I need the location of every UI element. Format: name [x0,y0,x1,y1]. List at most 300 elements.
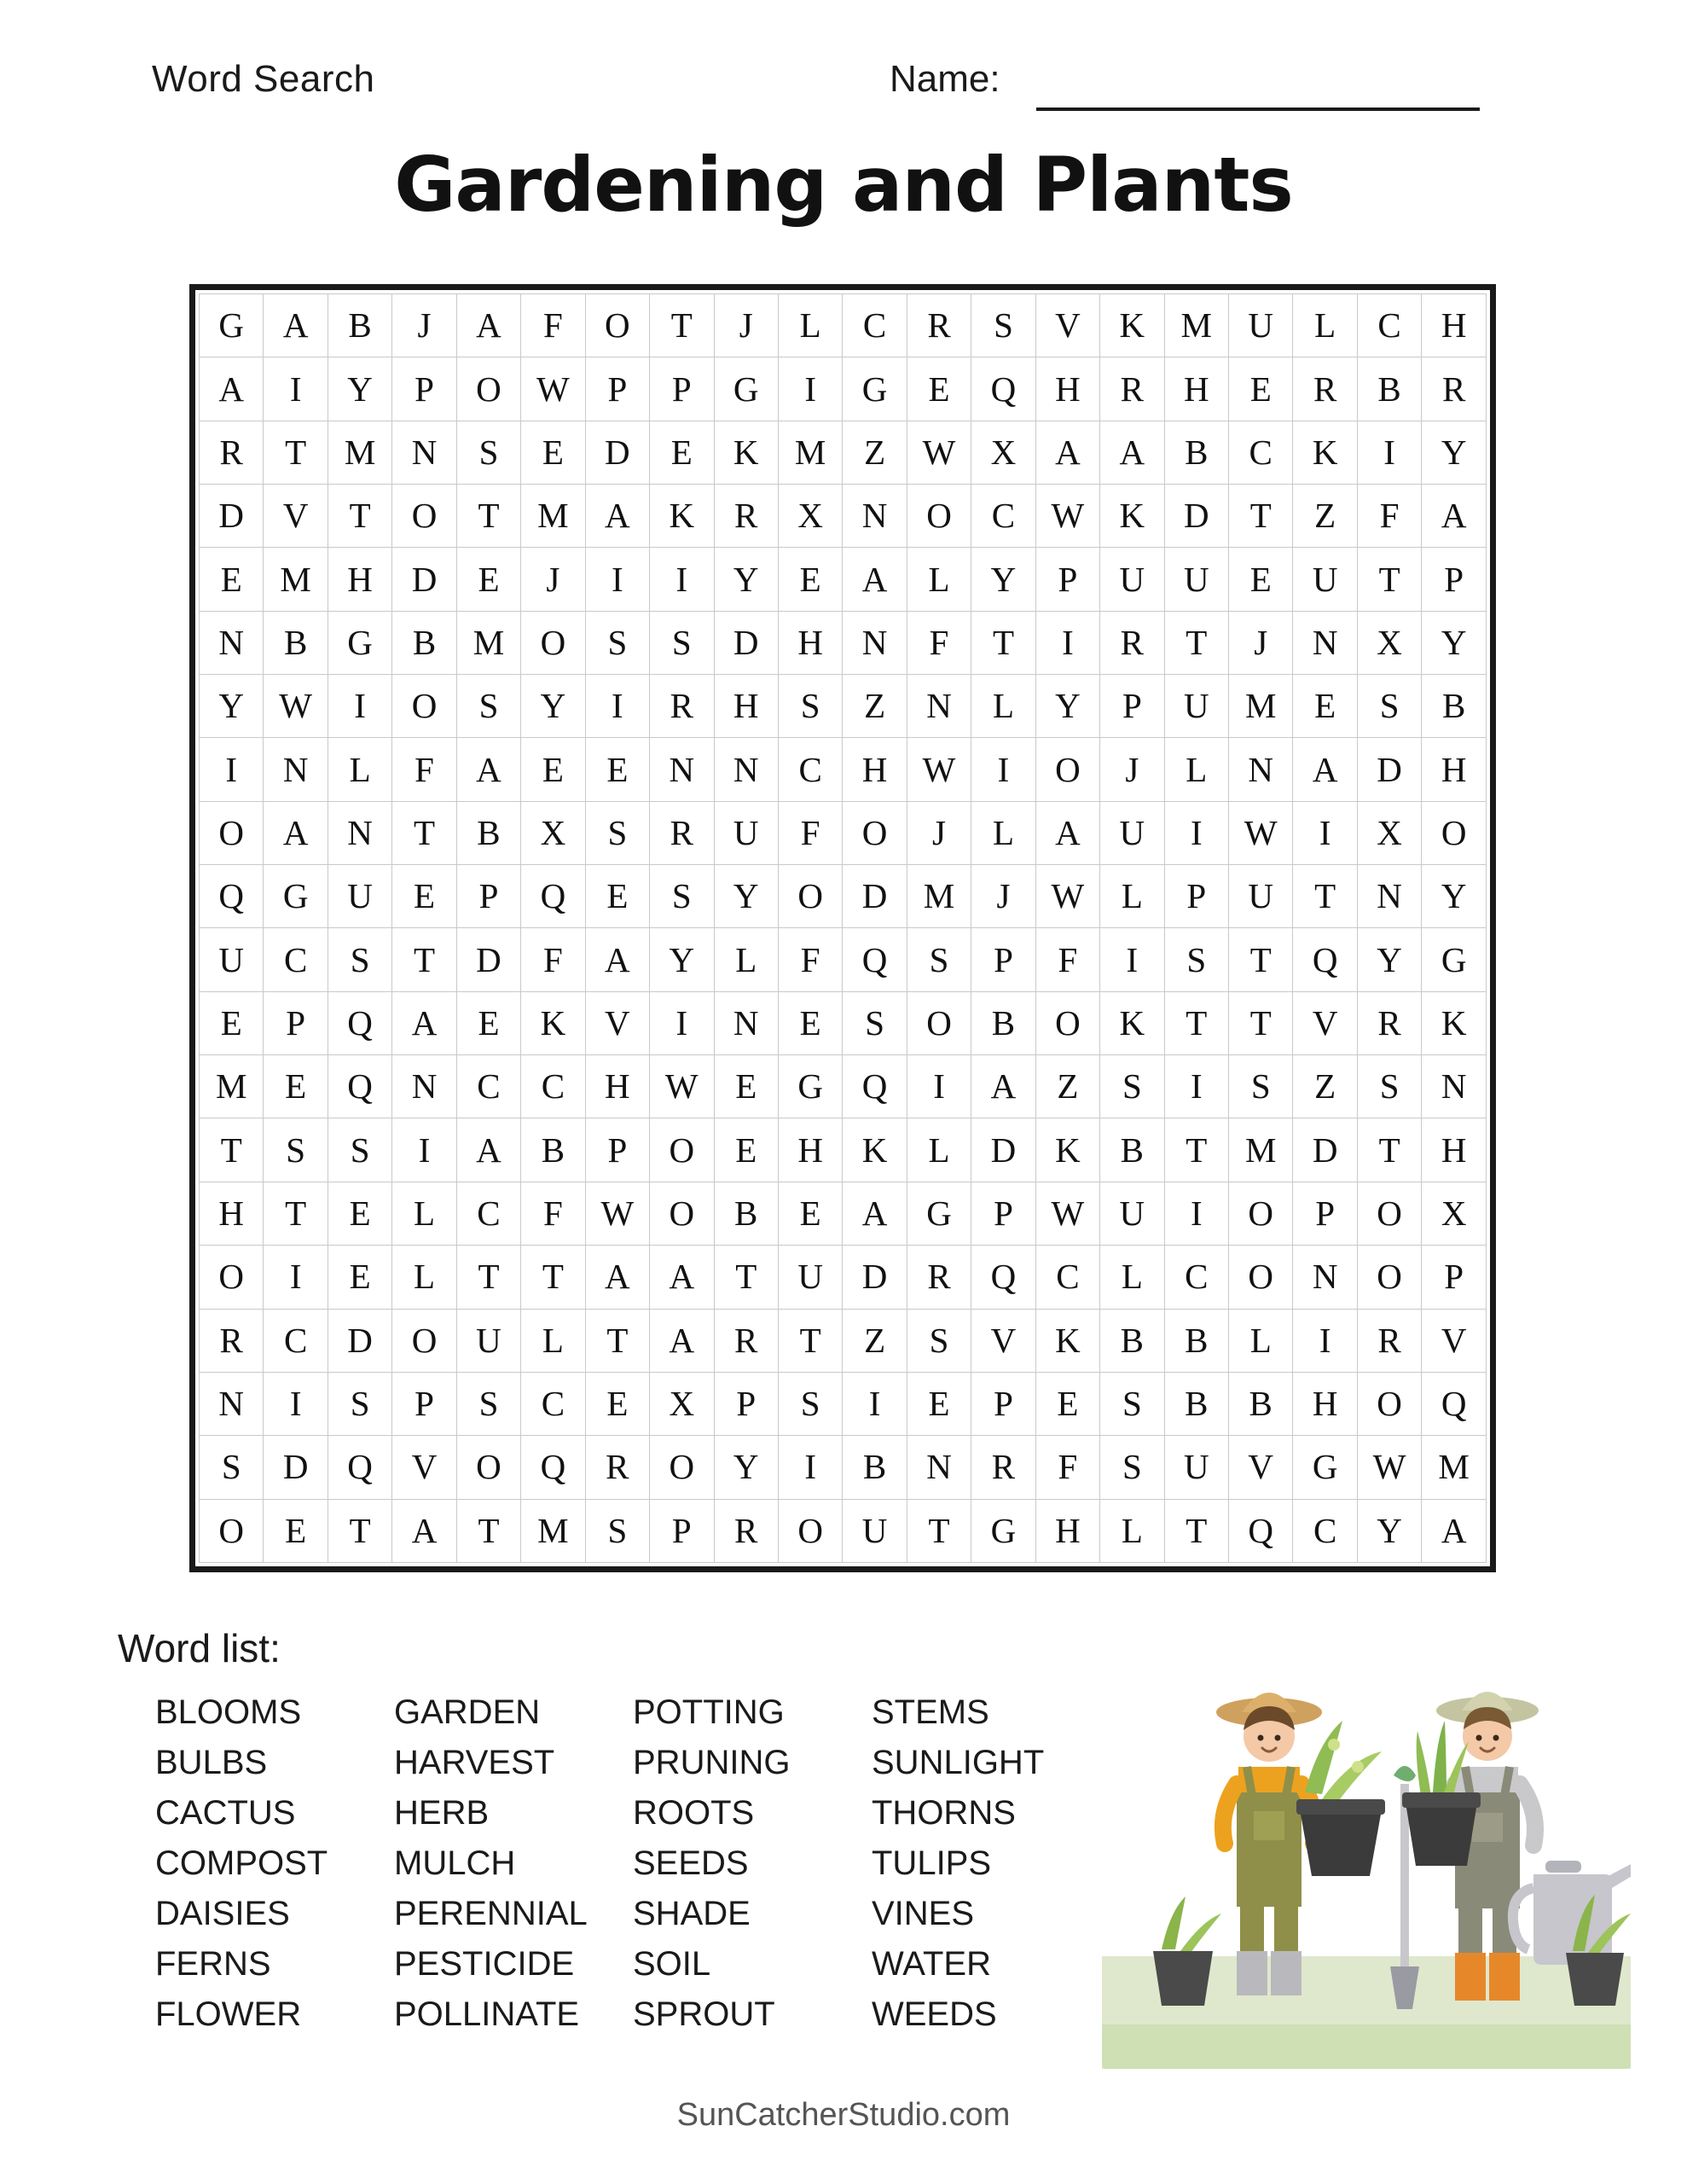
word-list-item[interactable]: FLOWER [155,1995,302,2033]
grid-cell[interactable]: I [843,1372,907,1435]
grid-cell[interactable]: R [714,1309,778,1372]
grid-cell[interactable]: T [1164,991,1228,1054]
grid-cell[interactable]: F [1035,1436,1099,1499]
grid-cell[interactable]: A [1422,485,1487,548]
word-list-item[interactable]: DAISIES [155,1895,290,1932]
grid-cell[interactable]: A [1035,421,1099,484]
grid-cell[interactable]: D [328,1309,391,1372]
grid-cell[interactable]: B [1100,1118,1164,1182]
grid-cell[interactable]: R [650,801,714,864]
grid-cell[interactable]: A [1422,1499,1487,1562]
grid-cell[interactable]: E [585,1372,649,1435]
grid-cell[interactable]: H [1422,1118,1487,1182]
grid-cell[interactable]: N [843,485,907,548]
grid-cell[interactable]: D [392,548,456,611]
grid-cell[interactable]: T [907,1499,971,1562]
grid-cell[interactable]: Q [521,865,585,928]
grid-cell[interactable]: S [1357,1055,1421,1118]
grid-cell[interactable]: L [1100,865,1164,928]
grid-cell[interactable]: F [907,611,971,674]
grid-cell[interactable]: P [1422,1246,1487,1309]
grid-cell[interactable]: R [1422,357,1487,421]
grid-cell[interactable]: U [714,801,778,864]
grid-cell[interactable]: G [264,865,328,928]
word-list-item[interactable]: POTTING [633,1693,785,1731]
grid-cell[interactable]: M [778,421,842,484]
grid-cell[interactable]: T [328,485,391,548]
grid-cell[interactable]: O [778,1499,842,1562]
grid-cell[interactable]: Y [1035,675,1099,738]
grid-cell[interactable]: N [907,675,971,738]
grid-cell[interactable]: M [1164,294,1228,357]
grid-cell[interactable]: L [1293,294,1357,357]
grid-cell[interactable]: U [1293,548,1357,611]
grid-cell[interactable]: H [1035,1499,1099,1562]
grid-cell[interactable]: G [1422,928,1487,991]
grid-cell[interactable]: F [521,294,585,357]
grid-cell[interactable]: A [456,294,520,357]
grid-cell[interactable]: A [264,801,328,864]
grid-cell[interactable]: B [1164,1309,1228,1372]
grid-cell[interactable]: N [392,1055,456,1118]
grid-cell[interactable]: Z [843,421,907,484]
grid-cell[interactable]: J [392,294,456,357]
grid-cell[interactable]: U [1100,801,1164,864]
grid-cell[interactable]: S [456,421,520,484]
grid-cell[interactable]: L [907,548,971,611]
grid-cell[interactable]: G [778,1055,842,1118]
grid-cell[interactable]: U [328,865,391,928]
grid-cell[interactable]: E [778,548,842,611]
grid-cell[interactable]: I [778,1436,842,1499]
grid-cell[interactable]: G [907,1182,971,1245]
grid-cell[interactable]: U [1100,1182,1164,1245]
grid-cell[interactable]: T [971,611,1035,674]
word-list-item[interactable]: SEEDS [633,1844,749,1882]
grid-cell[interactable]: N [843,611,907,674]
grid-cell[interactable]: S [778,1372,842,1435]
grid-cell[interactable]: T [521,1246,585,1309]
grid-cell[interactable]: H [1164,357,1228,421]
grid-cell[interactable]: Q [328,1055,391,1118]
grid-cell[interactable]: K [1035,1309,1099,1372]
grid-cell[interactable]: R [1100,611,1164,674]
grid-cell[interactable]: I [585,548,649,611]
grid-cell[interactable]: N [392,421,456,484]
grid-cell[interactable]: A [585,485,649,548]
grid-cell[interactable]: P [650,357,714,421]
grid-cell[interactable]: W [264,675,328,738]
grid-cell[interactable]: E [200,548,264,611]
grid-cell[interactable]: Z [843,675,907,738]
grid-cell[interactable]: U [1229,865,1293,928]
grid-cell[interactable]: S [650,865,714,928]
grid-cell[interactable]: Y [971,548,1035,611]
grid-cell[interactable]: C [778,738,842,801]
grid-cell[interactable]: E [456,991,520,1054]
grid-cell[interactable]: O [1035,738,1099,801]
grid-cell[interactable]: L [1229,1309,1293,1372]
grid-cell[interactable]: O [200,1499,264,1562]
grid-cell[interactable]: D [264,1436,328,1499]
grid-cell[interactable]: U [1164,1436,1228,1499]
grid-cell[interactable]: G [971,1499,1035,1562]
grid-cell[interactable]: D [1293,1118,1357,1182]
grid-cell[interactable]: E [521,421,585,484]
grid-cell[interactable]: O [1229,1246,1293,1309]
grid-cell[interactable]: F [521,928,585,991]
grid-cell[interactable]: A [264,294,328,357]
grid-cell[interactable]: N [200,611,264,674]
word-list-item[interactable]: PERENNIAL [394,1895,588,1932]
grid-cell[interactable]: O [907,485,971,548]
grid-cell[interactable]: J [907,801,971,864]
grid-cell[interactable]: O [1035,991,1099,1054]
grid-cell[interactable]: A [456,738,520,801]
grid-cell[interactable]: E [328,1182,391,1245]
grid-cell[interactable]: W [907,738,971,801]
grid-cell[interactable]: B [1357,357,1421,421]
grid-cell[interactable]: S [456,1372,520,1435]
grid-cell[interactable]: O [650,1118,714,1182]
grid-cell[interactable]: Z [1293,1055,1357,1118]
word-list-item[interactable]: COMPOST [155,1844,328,1882]
grid-cell[interactable]: F [778,801,842,864]
grid-cell[interactable]: A [1100,421,1164,484]
grid-cell[interactable]: T [392,928,456,991]
grid-cell[interactable]: Y [714,548,778,611]
grid-cell[interactable]: P [264,991,328,1054]
grid-cell[interactable]: T [392,801,456,864]
grid-cell[interactable]: L [392,1182,456,1245]
grid-cell[interactable]: T [328,1499,391,1562]
grid-cell[interactable]: I [585,675,649,738]
grid-cell[interactable]: I [264,357,328,421]
grid-cell[interactable]: H [843,738,907,801]
grid-cell[interactable]: D [971,1118,1035,1182]
grid-cell[interactable]: B [264,611,328,674]
grid-cell[interactable]: D [200,485,264,548]
grid-cell[interactable]: S [264,1118,328,1182]
grid-cell[interactable]: Q [843,928,907,991]
grid-cell[interactable]: S [585,801,649,864]
grid-cell[interactable]: B [1229,1372,1293,1435]
grid-cell[interactable]: I [1293,1309,1357,1372]
grid-cell[interactable]: K [1293,421,1357,484]
grid-cell[interactable]: S [1100,1372,1164,1435]
grid-cell[interactable]: A [1293,738,1357,801]
grid-cell[interactable]: S [1229,1055,1293,1118]
grid-cell[interactable]: M [1229,675,1293,738]
grid-cell[interactable]: N [650,738,714,801]
grid-cell[interactable]: V [1422,1309,1487,1372]
grid-cell[interactable]: X [521,801,585,864]
grid-cell[interactable]: G [714,357,778,421]
grid-cell[interactable]: S [200,1436,264,1499]
grid-cell[interactable]: N [714,991,778,1054]
grid-cell[interactable]: E [264,1499,328,1562]
grid-cell[interactable]: N [907,1436,971,1499]
grid-cell[interactable]: G [843,357,907,421]
grid-cell[interactable]: W [1035,485,1099,548]
grid-cell[interactable]: L [1100,1246,1164,1309]
grid-cell[interactable]: S [650,611,714,674]
grid-cell[interactable]: B [971,991,1035,1054]
grid-cell[interactable]: R [200,421,264,484]
grid-cell[interactable]: H [1422,738,1487,801]
grid-cell[interactable]: C [456,1182,520,1245]
grid-cell[interactable]: A [1035,801,1099,864]
grid-cell[interactable]: Q [328,1436,391,1499]
grid-cell[interactable]: E [907,1372,971,1435]
word-list-item[interactable]: MULCH [394,1844,516,1882]
grid-cell[interactable]: T [585,1309,649,1372]
grid-cell[interactable]: U [1229,294,1293,357]
grid-cell[interactable]: P [585,1118,649,1182]
grid-cell[interactable]: E [1229,357,1293,421]
grid-cell[interactable]: E [585,865,649,928]
grid-cell[interactable]: T [714,1246,778,1309]
grid-cell[interactable]: I [907,1055,971,1118]
grid-cell[interactable]: W [1229,801,1293,864]
grid-cell[interactable]: S [971,294,1035,357]
grid-cell[interactable]: O [843,801,907,864]
grid-cell[interactable]: A [392,1499,456,1562]
grid-cell[interactable]: E [328,1246,391,1309]
grid-cell[interactable]: O [907,991,971,1054]
grid-cell[interactable]: E [1293,675,1357,738]
word-list-item[interactable]: THORNS [872,1794,1016,1832]
grid-cell[interactable]: Q [1293,928,1357,991]
grid-cell[interactable]: T [1229,485,1293,548]
grid-cell[interactable]: T [1164,611,1228,674]
grid-cell[interactable]: B [714,1182,778,1245]
grid-cell[interactable]: P [971,928,1035,991]
grid-cell[interactable]: A [650,1246,714,1309]
word-list-item[interactable]: BLOOMS [155,1693,302,1731]
grid-cell[interactable]: P [714,1372,778,1435]
grid-cell[interactable]: K [714,421,778,484]
grid-cell[interactable]: V [585,991,649,1054]
grid-cell[interactable]: U [1164,548,1228,611]
grid-cell[interactable]: R [971,1436,1035,1499]
grid-cell[interactable]: D [843,865,907,928]
grid-cell[interactable]: I [778,357,842,421]
grid-cell[interactable]: E [264,1055,328,1118]
grid-cell[interactable]: O [456,1436,520,1499]
grid-cell[interactable]: N [1357,865,1421,928]
grid-cell[interactable]: U [200,928,264,991]
grid-cell[interactable]: X [971,421,1035,484]
grid-cell[interactable]: N [1293,1246,1357,1309]
grid-cell[interactable]: E [778,991,842,1054]
grid-cell[interactable]: G [1293,1436,1357,1499]
grid-cell[interactable]: S [778,675,842,738]
grid-cell[interactable]: P [1035,548,1099,611]
grid-cell[interactable]: N [200,1372,264,1435]
grid-cell[interactable]: V [264,485,328,548]
grid-cell[interactable]: D [714,611,778,674]
grid-cell[interactable]: E [392,865,456,928]
grid-cell[interactable]: C [521,1372,585,1435]
grid-cell[interactable]: Q [1229,1499,1293,1562]
grid-cell[interactable]: U [778,1246,842,1309]
grid-cell[interactable]: W [521,357,585,421]
grid-cell[interactable]: O [456,357,520,421]
grid-cell[interactable]: I [264,1372,328,1435]
grid-cell[interactable]: M [521,485,585,548]
grid-cell[interactable]: S [1100,1436,1164,1499]
grid-cell[interactable]: J [521,548,585,611]
grid-cell[interactable]: S [1357,675,1421,738]
grid-cell[interactable]: K [1100,485,1164,548]
grid-cell[interactable]: J [714,294,778,357]
grid-cell[interactable]: X [1357,611,1421,674]
grid-cell[interactable]: E [650,421,714,484]
grid-cell[interactable]: E [521,738,585,801]
grid-cell[interactable]: O [650,1182,714,1245]
grid-cell[interactable]: E [1229,548,1293,611]
grid-cell[interactable]: U [843,1499,907,1562]
grid-cell[interactable]: I [1164,1182,1228,1245]
grid-cell[interactable]: U [1100,548,1164,611]
grid-cell[interactable]: H [585,1055,649,1118]
grid-cell[interactable]: M [200,1055,264,1118]
grid-cell[interactable]: M [1229,1118,1293,1182]
grid-cell[interactable]: M [1422,1436,1487,1499]
grid-cell[interactable]: E [456,548,520,611]
grid-cell[interactable]: L [971,801,1035,864]
grid-cell[interactable]: K [1100,294,1164,357]
grid-cell[interactable]: P [1164,865,1228,928]
grid-cell[interactable]: D [585,421,649,484]
word-list-item[interactable]: SOIL [633,1945,711,1983]
grid-cell[interactable]: C [1035,1246,1099,1309]
grid-cell[interactable]: S [907,1309,971,1372]
grid-cell[interactable]: T [1229,991,1293,1054]
grid-cell[interactable]: T [778,1309,842,1372]
grid-cell[interactable]: Y [200,675,264,738]
grid-cell[interactable]: H [714,675,778,738]
grid-cell[interactable]: O [650,1436,714,1499]
grid-cell[interactable]: O [1357,1182,1421,1245]
grid-cell[interactable]: J [1229,611,1293,674]
grid-cell[interactable]: O [200,1246,264,1309]
grid-cell[interactable]: E [200,991,264,1054]
grid-cell[interactable]: S [907,928,971,991]
grid-cell[interactable]: S [1100,1055,1164,1118]
grid-cell[interactable]: T [1293,865,1357,928]
grid-cell[interactable]: W [907,421,971,484]
grid-cell[interactable]: N [714,738,778,801]
grid-cell[interactable]: J [971,865,1035,928]
grid-cell[interactable]: P [1293,1182,1357,1245]
grid-cell[interactable]: Q [521,1436,585,1499]
grid-cell[interactable]: R [714,485,778,548]
grid-cell[interactable]: A [456,1118,520,1182]
grid-cell[interactable]: F [1357,485,1421,548]
word-list-item[interactable]: STEMS [872,1693,989,1731]
grid-cell[interactable]: P [585,357,649,421]
grid-cell[interactable]: M [264,548,328,611]
grid-cell[interactable]: I [650,991,714,1054]
grid-cell[interactable]: X [1357,801,1421,864]
grid-cell[interactable]: R [1293,357,1357,421]
grid-cell[interactable]: A [971,1055,1035,1118]
grid-cell[interactable]: Y [1422,421,1487,484]
grid-cell[interactable]: I [392,1118,456,1182]
grid-cell[interactable]: H [1035,357,1099,421]
grid-cell[interactable]: O [392,675,456,738]
grid-cell[interactable]: L [714,928,778,991]
grid-cell[interactable]: B [456,801,520,864]
word-list-item[interactable]: BULBS [155,1744,268,1781]
grid-cell[interactable]: Y [1357,928,1421,991]
grid-cell[interactable]: N [1229,738,1293,801]
grid-cell[interactable]: R [1100,357,1164,421]
word-list-item[interactable]: HARVEST [394,1744,555,1781]
grid-cell[interactable]: Y [1357,1499,1421,1562]
grid-cell[interactable]: L [971,675,1035,738]
grid-cell[interactable]: C [456,1055,520,1118]
word-list-item[interactable]: WEEDS [872,1995,997,2033]
word-list-item[interactable]: WATER [872,1945,991,1983]
grid-cell[interactable]: R [200,1309,264,1372]
grid-cell[interactable]: I [328,675,391,738]
grid-cell[interactable]: H [778,611,842,674]
grid-cell[interactable]: L [1164,738,1228,801]
grid-cell[interactable]: U [1164,675,1228,738]
grid-cell[interactable]: Z [1035,1055,1099,1118]
grid-cell[interactable]: T [264,421,328,484]
grid-cell[interactable]: I [1164,801,1228,864]
grid-cell[interactable]: R [1357,1309,1421,1372]
grid-cell[interactable]: Q [971,357,1035,421]
grid-cell[interactable]: X [650,1372,714,1435]
grid-cell[interactable]: Y [328,357,391,421]
grid-cell[interactable]: S [456,675,520,738]
grid-cell[interactable]: A [200,357,264,421]
grid-cell[interactable]: H [1422,294,1487,357]
grid-cell[interactable]: K [1100,991,1164,1054]
grid-cell[interactable]: O [778,865,842,928]
grid-cell[interactable]: K [1422,991,1487,1054]
grid-cell[interactable]: B [1164,1372,1228,1435]
grid-cell[interactable]: P [1422,548,1487,611]
grid-cell[interactable]: O [392,1309,456,1372]
grid-cell[interactable]: U [456,1309,520,1372]
grid-cell[interactable]: R [714,1499,778,1562]
grid-cell[interactable]: T [1357,1118,1421,1182]
grid-cell[interactable]: C [1293,1499,1357,1562]
grid-cell[interactable]: V [1293,991,1357,1054]
grid-cell[interactable]: I [1164,1055,1228,1118]
grid-cell[interactable]: H [778,1118,842,1182]
grid-cell[interactable]: I [971,738,1035,801]
grid-cell[interactable]: B [1100,1309,1164,1372]
word-list-item[interactable]: TULIPS [872,1844,992,1882]
grid-cell[interactable]: Y [714,865,778,928]
word-list-item[interactable]: CACTUS [155,1794,296,1832]
grid-cell[interactable]: T [1164,1499,1228,1562]
grid-cell[interactable]: S [843,991,907,1054]
grid-cell[interactable]: V [1229,1436,1293,1499]
grid-cell[interactable]: D [843,1246,907,1309]
grid-cell[interactable]: V [1035,294,1099,357]
grid-cell[interactable]: M [328,421,391,484]
grid-cell[interactable]: I [650,548,714,611]
grid-cell[interactable]: L [328,738,391,801]
